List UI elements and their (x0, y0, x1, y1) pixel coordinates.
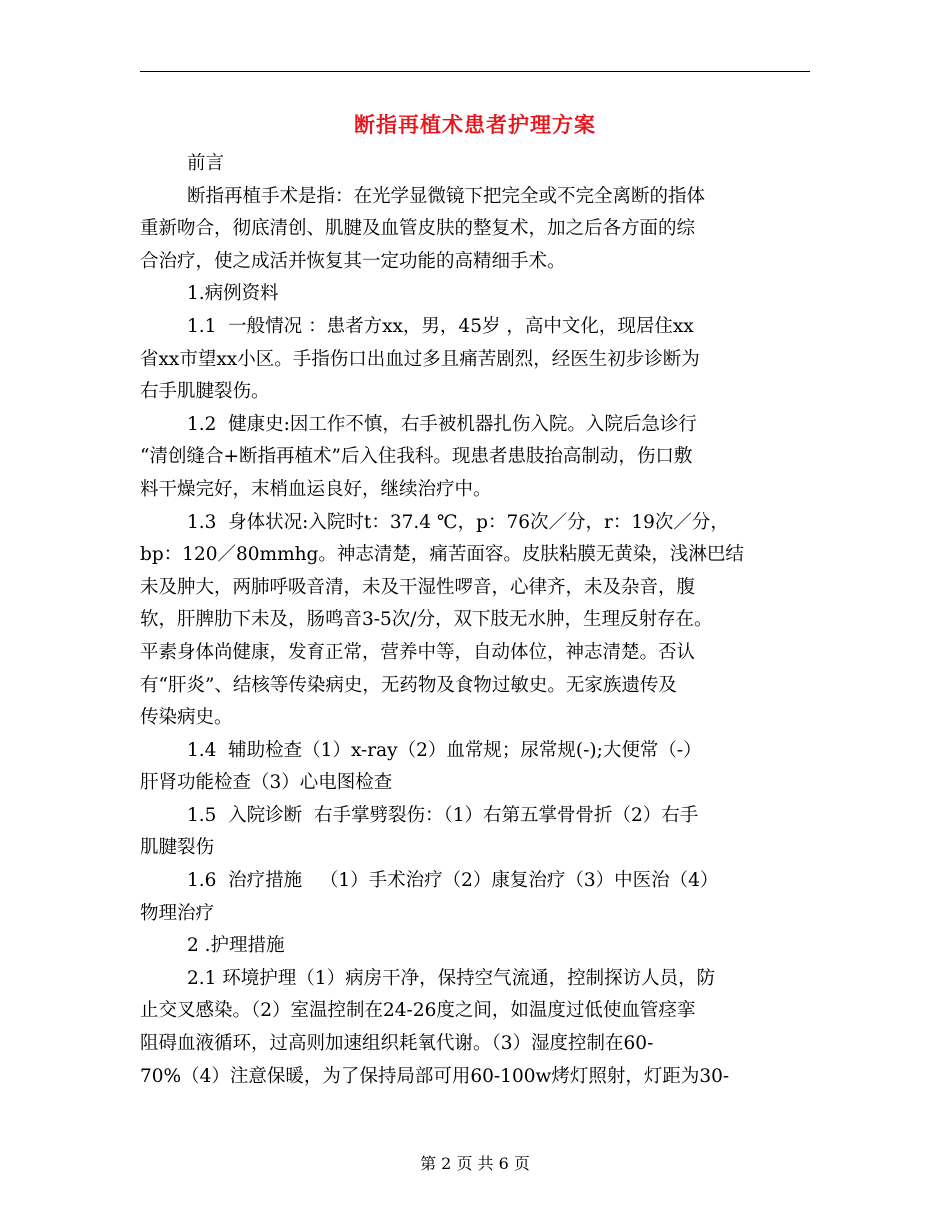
body-text-line: 1.1 一般情况 ：患者方xx，男，45岁 ，高中文化，现居住xx (187, 315, 694, 337)
body-text-line: 有“肝炎”、结核等传染病史，无药物及食物过敏史。无家族遗传及 (140, 674, 677, 696)
body-text-line: 平素身体尚健康，发育正常，营养中等，自动体位，神志清楚。否认 (140, 641, 696, 663)
body-text-line: 1.6 治疗措施 （1）手术治疗（2）康复治疗（3）中医治（4） (187, 870, 719, 892)
body-text-line: 软，肝脾肋下未及，肠鸣音3-5次/分，双下肢无水肿，生理反射存在。 (140, 609, 713, 631)
body-text-line: 料干燥完好，末梢血运良好，继续治疗中。 (140, 478, 492, 500)
body-text-line: 前言 (187, 153, 225, 174)
body-text-line: bp：120／80mmhg。神志清楚，痛苦面容。皮肤粘膜无黄染，浅淋巴结 (140, 544, 744, 566)
body-text-line: 阻碍血液循环，过高则加速组织耗氧代谢。（3）湿度控制在60- (140, 1033, 654, 1055)
body-text-line: 止交叉感染。（2）室温控制在24-26度之间，如温度过低使血管痉挛 (140, 1000, 696, 1022)
document-body (140, 148, 820, 1093)
body-text-line: 省xx市望xx小区。手指伤口出血过多且痛苦剧烈，经医生初步诊断为 (140, 348, 700, 370)
body-text-line: 70%（4）注意保暖，为了保持局部可用60-100w烤灯照射，灯距为30- (140, 1065, 730, 1087)
body-text-line: 1.病例资料 (187, 283, 279, 305)
header-rule (140, 71, 810, 72)
body-text-line: 2.1 环境护理（1）病房干净，保持空气流通，控制探访人员，防 (187, 967, 716, 989)
body-text-line: 1.4 辅助检查（1）x-ray（2）血常规；尿常规(-);大便常（-） (187, 739, 702, 761)
body-text-line: 重新吻合，彻底清创、肌腱及血管皮肤的整复术，加之后各方面的综 (140, 218, 696, 240)
body-text-line: 1.3 身体状况:入院时t：37.4 ℃，p：76次／分，r：19次／分， (187, 511, 729, 533)
body-text-line: 1.2 健康史:因工作不慎，右手被机器扎伤入院。入院后急诊行 (187, 413, 697, 435)
body-text-line: 合治疗，使之成活并恢复其一定功能的高精细手术。 (140, 250, 566, 272)
body-text-line: 断指再植手术是指：在光学显微镜下把完全或不完全离断的指体 (187, 185, 706, 207)
body-text-line: 肌腱裂伤 (140, 837, 215, 859)
body-text-line: 肝肾功能检查（3）心电图检查 (140, 772, 393, 794)
body-text-line: 物理治疗 (140, 902, 215, 924)
body-text-line: 1.5 入院诊断 右手掌劈裂伤：（1）右第五掌骨骨折（2）右手 (187, 804, 699, 826)
document-title: 断指再植术患者护理方案 (354, 112, 596, 137)
body-text-line: 未及肿大，两肺呼吸音清，未及干湿性啰音，心律齐，未及杂音，腹 (140, 576, 696, 598)
body-text-line: 传染病史。 (140, 707, 233, 729)
body-text-line: 2 .护理措施 (187, 935, 285, 957)
body-text-line: “清创缝合+断指再植术”后入住我科。现患者患肢抬高制动，伤口敷 (140, 446, 693, 468)
body-text-line: 右手肌腱裂伤。 (140, 381, 270, 403)
page-footer: 第 2 页 共 6 页 (420, 1154, 530, 1173)
